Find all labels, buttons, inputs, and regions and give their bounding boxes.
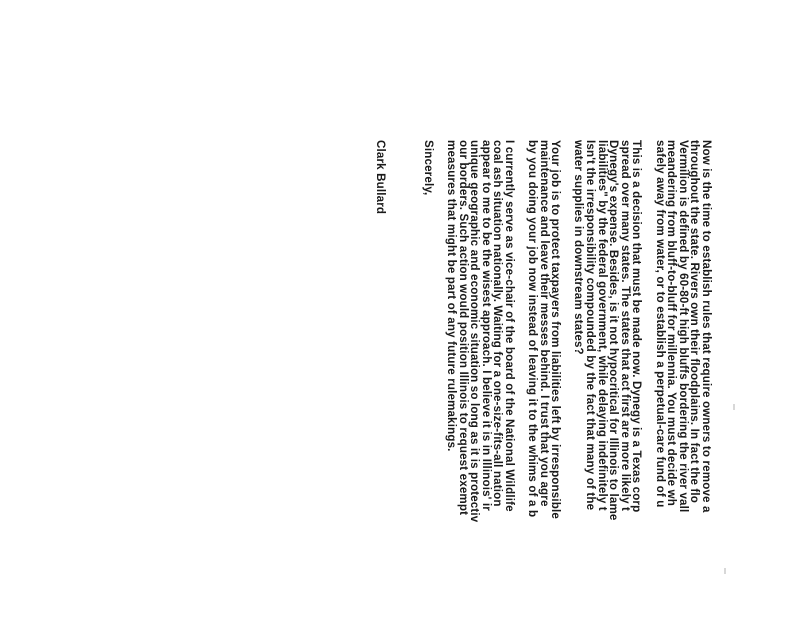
text-line: our borders. Such action would position Illinois to request exempt	[456, 140, 470, 516]
paragraph-vice-chair	[445, 140, 515, 618]
text-line: This is a decision that must be made now. Dynegy is a Texas corp	[630, 140, 644, 513]
paragraph-decision	[573, 140, 643, 618]
text-line: meandering from bluff-to-bluff for millennia. You must decide wh	[665, 140, 679, 507]
text-line: unique geographic and economic situation so long as it is protectiv	[468, 140, 482, 523]
text-line: coal ash situation nationally. Waiting for a one-size-fits-all nation	[491, 140, 505, 507]
text-line: throughout the state. Rivers own their floodplains. In fact the flo	[688, 140, 702, 504]
text-line: Isn't the irresponsibility compounded by the fact that many of the	[584, 140, 598, 511]
text-line: liabilities" by the federal government, while delaying indefinitely t	[595, 140, 609, 511]
scan-speck	[733, 404, 735, 410]
text-line: Dynegy's expense. Besides, is it not hypocritical for Illinois to lame	[607, 140, 621, 521]
text-line: Now is the time to establish rules that require owners to remove a	[700, 140, 713, 513]
paragraph-floodplains	[654, 140, 712, 618]
text-line: appear to me to be the wisest approach. I believe it is in Illinois' ir	[479, 140, 493, 511]
scan-speck	[724, 568, 726, 574]
text-line: spread over many states. The states that act first are more likely t	[618, 140, 632, 512]
text-line: safely away from water, or to establish a perpetual-care fund of u	[653, 140, 667, 508]
closing: Sincerely,	[421, 140, 435, 196]
rotated-letter-body	[363, 140, 712, 618]
signature: Clark Bullard	[374, 140, 388, 215]
text-line: Vermilion is defined by 60-80-ft high bluffs bordering the river vall	[676, 140, 690, 513]
text-line: water supplies in downstream states?	[572, 140, 586, 355]
text-line: maintenance and leave their messes behind. I trust that you agre	[537, 140, 551, 507]
text-line: I currently serve as vice-chair of the board of the National Wildlife	[502, 140, 516, 512]
paragraph-your-job	[527, 140, 562, 618]
text-line: Your job is to protect taxpayers from liabilities left by irresponsible	[549, 140, 563, 519]
text-line: by you doing your job now instead of leaving it to the whims of a b	[526, 140, 540, 518]
text-line: measures that might be part of any future rulemakings.	[444, 140, 458, 452]
